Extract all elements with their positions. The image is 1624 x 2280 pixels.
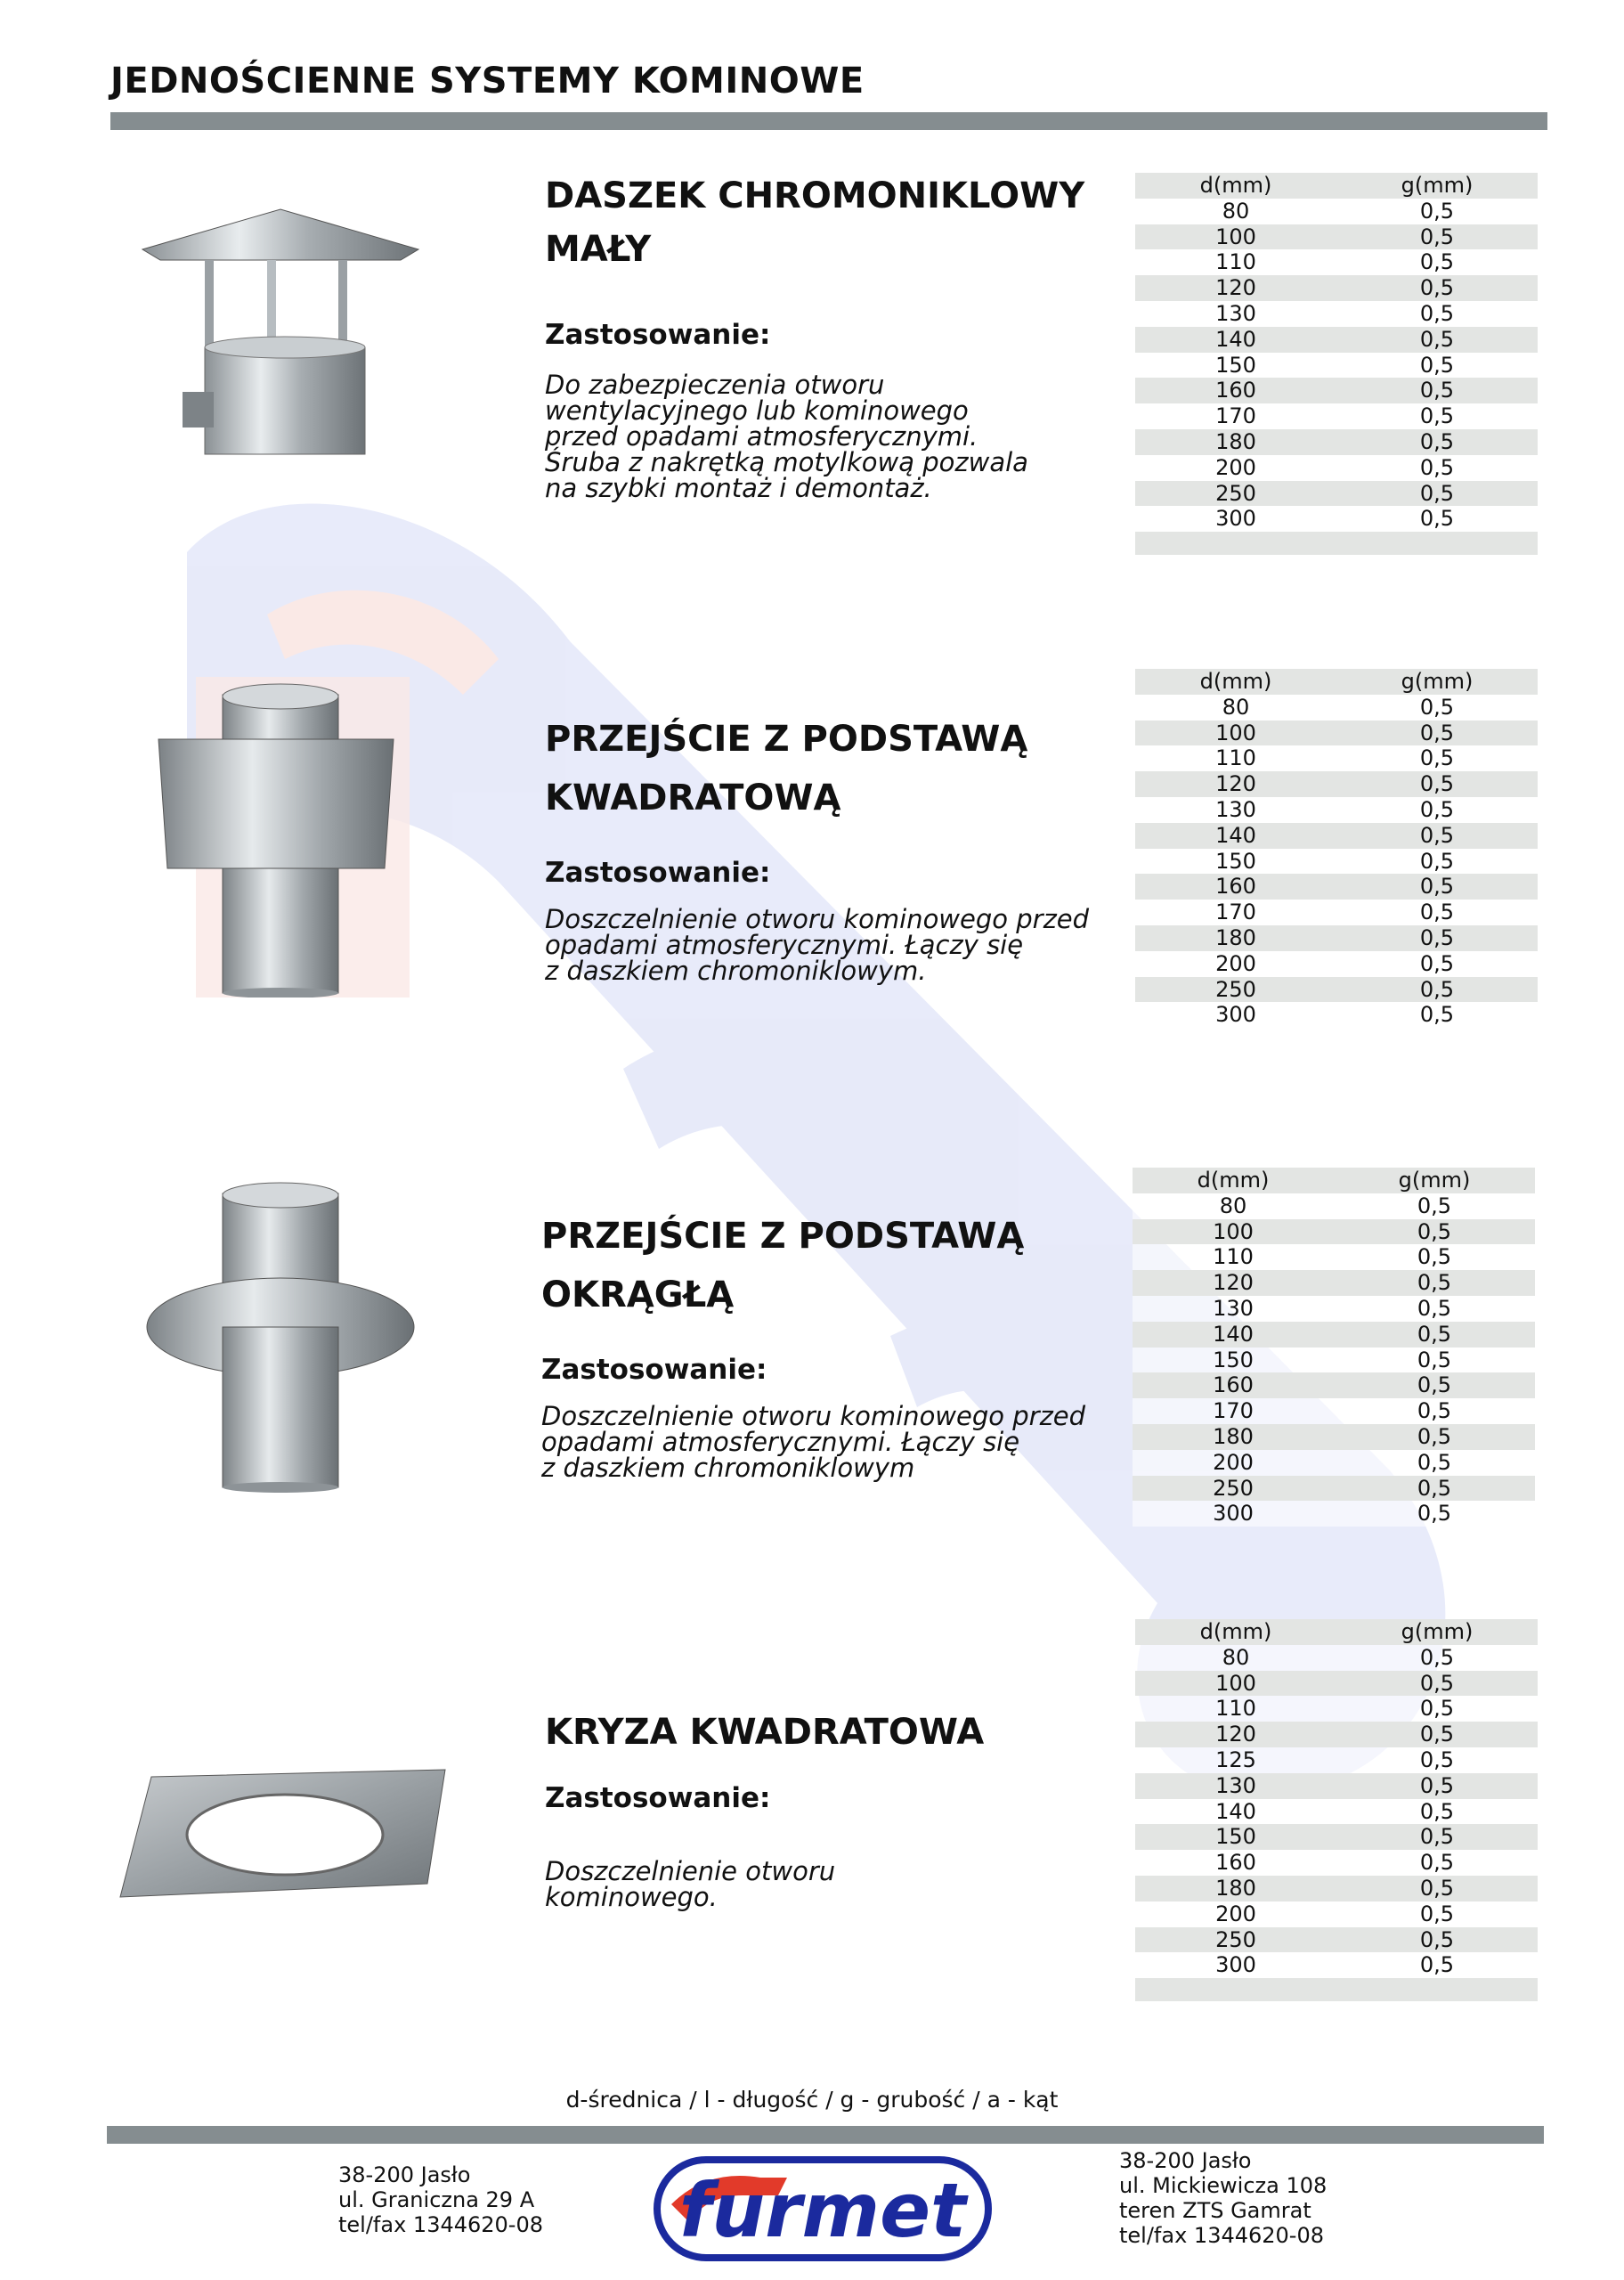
thickness-cell: 0,5 (1419, 198, 1455, 224)
diameter-cell: 250 (1215, 480, 1256, 506)
table-row (1135, 481, 1538, 507)
diameter-cell: 300 (1215, 506, 1256, 532)
diameter-cell: 140 (1215, 326, 1256, 352)
table-padding-row (1135, 1978, 1538, 2001)
usage-line: Doszczelnienie otworu kominowego przed (545, 904, 1090, 934)
thickness-cell: 0,5 (1419, 1824, 1455, 1850)
table-row (1135, 1876, 1538, 1901)
thickness-cell: 0,5 (1419, 1670, 1455, 1696)
diameter-cell: 130 (1215, 1772, 1256, 1798)
diameter-cell: 120 (1215, 771, 1256, 797)
footer-address-right (1119, 2148, 1327, 2248)
spec-table (1133, 1168, 1535, 1527)
diameter-cell: 170 (1213, 1398, 1254, 1424)
thickness-cell: 0,5 (1419, 745, 1455, 771)
thickness-cell: 0,5 (1419, 224, 1455, 249)
table-row (1135, 249, 1538, 275)
thickness-cell: 0,5 (1419, 1850, 1455, 1876)
table-row (1135, 849, 1538, 875)
legend: d-średnica / l - długość / g - grubość / a - kąt (565, 2087, 1059, 2113)
address-line: 38-200 Jasło (1119, 2148, 1252, 2173)
thickness-cell: 0,5 (1419, 771, 1455, 797)
diameter-cell: 120 (1213, 1270, 1254, 1296)
diameter-cell: 110 (1215, 249, 1256, 275)
thickness-cell: 0,5 (1419, 1696, 1455, 1722)
header-divider (110, 112, 1547, 130)
thickness-cell: 0,5 (1417, 1193, 1452, 1218)
table-row (1133, 1244, 1535, 1270)
table-row (1135, 1901, 1538, 1927)
table-row (1135, 977, 1538, 1003)
thickness-cell: g(mm) (1401, 1619, 1474, 1644)
diameter-cell: 130 (1215, 796, 1256, 822)
thickness-cell: 0,5 (1419, 506, 1455, 532)
thickness-cell: 0,5 (1419, 1798, 1455, 1824)
thickness-cell: 0,5 (1419, 796, 1455, 822)
thickness-cell: 0,5 (1419, 454, 1455, 480)
thickness-cell: 0,5 (1417, 1423, 1452, 1449)
thickness-cell: 0,5 (1419, 378, 1455, 403)
diameter-cell: 100 (1215, 224, 1256, 249)
table-row (1133, 1450, 1535, 1476)
table-row (1133, 1424, 1535, 1450)
thickness-cell: 0,5 (1419, 300, 1455, 326)
table-row (1135, 1747, 1538, 1773)
diameter-cell: 160 (1215, 378, 1256, 403)
thickness-cell: 0,5 (1417, 1270, 1452, 1296)
product-cowl-info (545, 169, 1084, 501)
usage-line: Śruba z nakrętką motylkową pozwala (545, 447, 1028, 477)
table-header-row (1135, 669, 1538, 695)
table-row (1133, 1219, 1535, 1245)
diameter-cell: 110 (1213, 1244, 1254, 1270)
table-row (1135, 275, 1538, 301)
diameter-cell: 160 (1215, 1850, 1256, 1876)
diameter-cell: 110 (1215, 745, 1256, 771)
diameter-cell: 150 (1215, 352, 1256, 378)
address-line: 38-200 Jasło (338, 2162, 471, 2187)
usage-label: Zastosowanie: (545, 319, 771, 351)
thickness-cell: 0,5 (1419, 694, 1455, 720)
thickness-cell: 0,5 (1417, 1449, 1452, 1475)
table-row (1135, 1773, 1538, 1799)
table-row (1133, 1476, 1535, 1502)
table-row (1133, 1322, 1535, 1348)
table-row (1133, 1296, 1535, 1322)
diameter-cell: 140 (1215, 822, 1256, 848)
thickness-cell: 0,5 (1419, 1722, 1455, 1747)
table-header-row (1135, 173, 1538, 199)
page-title: JEDNOŚCIENNE SYSTEMY KOMINOWE (110, 61, 865, 102)
table-row (1135, 1850, 1538, 1876)
diameter-cell: 250 (1215, 1926, 1256, 1952)
product-title: MAŁY (545, 229, 652, 270)
usage-text (545, 904, 1090, 986)
table-padding-row (1135, 532, 1538, 555)
address-line: ul. Mickiewicza 108 (1119, 2173, 1328, 2198)
diameter-cell: 125 (1215, 1747, 1256, 1772)
company-logo (654, 2151, 992, 2267)
diameter-cell: 250 (1213, 1475, 1254, 1501)
diameter-cell: d(mm) (1199, 669, 1272, 694)
table-row (1135, 224, 1538, 250)
table-row (1135, 353, 1538, 379)
table-row (1133, 1348, 1535, 1373)
thickness-cell: 0,5 (1419, 1901, 1455, 1926)
diameter-cell: 80 (1222, 198, 1250, 224)
diameter-cell: 80 (1222, 1644, 1250, 1670)
diameter-cell: 180 (1215, 924, 1256, 950)
spec-table (1135, 173, 1538, 555)
diameter-cell: 300 (1215, 1952, 1256, 1978)
diameter-cell: 180 (1215, 1875, 1256, 1901)
thickness-cell: 0,5 (1419, 1002, 1455, 1028)
table-header-row (1133, 1168, 1535, 1193)
thickness-cell: 0,5 (1417, 1372, 1452, 1398)
thickness-cell: 0,5 (1419, 1644, 1455, 1670)
table-row (1135, 951, 1538, 977)
table-row (1135, 455, 1538, 481)
product-title: KWADRATOWĄ (545, 778, 841, 818)
thickness-cell: 0,5 (1417, 1321, 1452, 1347)
thickness-cell: 0,5 (1417, 1218, 1452, 1244)
diameter-cell: 250 (1215, 976, 1256, 1002)
table-row (1135, 797, 1538, 823)
table-row (1135, 1722, 1538, 1747)
diameter-cell: 80 (1219, 1193, 1247, 1218)
table-row (1135, 1799, 1538, 1825)
usage-line: opadami atmosferycznymi. Łączy się (545, 930, 1024, 960)
thickness-cell: 0,5 (1419, 924, 1455, 950)
diameter-cell: 160 (1215, 874, 1256, 900)
spec-table (1135, 1619, 1538, 2001)
product-title: KRYZA KWADRATOWA (545, 1712, 985, 1753)
table-row (1135, 721, 1538, 746)
thickness-cell: 0,5 (1419, 822, 1455, 848)
footer-divider (107, 2126, 1544, 2144)
usage-line: Do zabezpieczenia otworu (545, 370, 885, 400)
thickness-cell: 0,5 (1419, 874, 1455, 900)
table-row (1135, 1645, 1538, 1671)
diameter-cell: d(mm) (1199, 1619, 1272, 1644)
thickness-cell: g(mm) (1401, 669, 1474, 694)
table-row (1135, 900, 1538, 925)
thickness-cell: 0,5 (1419, 249, 1455, 275)
diameter-cell: 200 (1213, 1449, 1254, 1475)
table-row (1133, 1270, 1535, 1296)
thickness-cell: 0,5 (1419, 1952, 1455, 1978)
table-row (1135, 745, 1538, 771)
table-row (1133, 1193, 1535, 1219)
round-base-adapter-image (142, 1176, 418, 1496)
diameter-cell: 150 (1215, 848, 1256, 874)
diameter-cell: d(mm) (1199, 173, 1272, 198)
table-row (1133, 1398, 1535, 1424)
thickness-cell: g(mm) (1398, 1168, 1471, 1193)
thickness-cell: 0,5 (1419, 848, 1455, 874)
diameter-cell: 180 (1215, 428, 1256, 454)
usage-line: opadami atmosferycznymi. Łączy się (541, 1427, 1020, 1457)
table-row (1135, 771, 1538, 797)
diameter-cell: 180 (1213, 1423, 1254, 1449)
table-row (1135, 327, 1538, 353)
thickness-cell: 0,5 (1419, 326, 1455, 352)
address-line: teren ZTS Gamrat (1119, 2198, 1311, 2223)
table-row (1133, 1372, 1535, 1398)
table-row (1135, 874, 1538, 900)
product-title: DASZEK CHROMONIKLOWY (545, 175, 1085, 216)
table-row (1135, 403, 1538, 429)
diameter-cell: 130 (1213, 1295, 1254, 1321)
diameter-cell: 200 (1215, 1901, 1256, 1926)
diameter-cell: 100 (1215, 720, 1256, 745)
table-row (1135, 1002, 1538, 1028)
address-line: tel/fax 1344620-08 (338, 2212, 544, 2237)
usage-label: Zastosowanie: (541, 1354, 767, 1386)
thickness-cell: 0,5 (1419, 275, 1455, 301)
table-row (1135, 378, 1538, 403)
product-title: OKRĄGŁĄ (541, 1274, 735, 1315)
diameter-cell: 200 (1215, 454, 1256, 480)
thickness-cell: 0,5 (1417, 1295, 1452, 1321)
diameter-cell: 300 (1213, 1501, 1254, 1527)
diameter-cell: 160 (1213, 1372, 1254, 1398)
table-row (1135, 1824, 1538, 1850)
usage-line: przed opadami atmosferycznymi. (545, 421, 978, 452)
table-row (1135, 1927, 1538, 1953)
spec-table (1135, 669, 1538, 1028)
thickness-cell: 0,5 (1419, 403, 1455, 429)
diameter-cell: d(mm) (1197, 1168, 1270, 1193)
footer-address-left (338, 2162, 543, 2237)
usage-line: Doszczelnienie otworu kominowego przed (541, 1401, 1086, 1431)
address-line: tel/fax 1344620-08 (1119, 2223, 1325, 2248)
diameter-cell: 200 (1215, 950, 1256, 976)
diameter-cell: 140 (1213, 1321, 1254, 1347)
usage-label: Zastosowanie: (545, 857, 771, 889)
thickness-cell: 0,5 (1417, 1347, 1452, 1372)
diameter-cell: 170 (1215, 403, 1256, 429)
thickness-cell: 0,5 (1419, 950, 1455, 976)
product-title: PRZEJŚCIE Z PODSTAWĄ (545, 719, 1028, 760)
table-row (1133, 1501, 1535, 1527)
table-row (1135, 199, 1538, 224)
usage-text (541, 1401, 1086, 1483)
usage-line: na szybki montaż i demontaż. (545, 473, 932, 503)
product-square-base-info (545, 712, 1089, 984)
thickness-cell: 0,5 (1419, 480, 1455, 506)
thickness-cell: 0,5 (1417, 1501, 1452, 1527)
usage-line: wentylacyjnego lub kominowego (545, 395, 969, 426)
table-header-row (1135, 1619, 1538, 1645)
usage-text (545, 372, 1084, 501)
diameter-cell: 110 (1215, 1696, 1256, 1722)
table-row (1135, 823, 1538, 849)
product-title: PRZEJŚCIE Z PODSTAWĄ (541, 1216, 1025, 1257)
usage-line: kominowego. (545, 1882, 718, 1912)
usage-label: Zastosowanie: (545, 1782, 771, 1814)
table-row (1135, 1952, 1538, 1978)
thickness-cell: 0,5 (1419, 428, 1455, 454)
thickness-cell: 0,5 (1417, 1398, 1452, 1424)
square-flashing-image (116, 1768, 454, 1901)
thickness-cell: 0,5 (1419, 1875, 1455, 1901)
thickness-cell: 0,5 (1417, 1475, 1452, 1501)
chimney-cowl-image (134, 205, 427, 472)
diameter-cell: 120 (1215, 1722, 1256, 1747)
table-row (1135, 695, 1538, 721)
product-flashing-info (545, 1706, 984, 1910)
diameter-cell: 120 (1215, 275, 1256, 301)
address-line: ul. Graniczna 29 A (338, 2187, 535, 2212)
table-row (1135, 925, 1538, 951)
logo-text: furmet (678, 2167, 967, 2254)
thickness-cell: 0,5 (1419, 1772, 1455, 1798)
table-row (1135, 1696, 1538, 1722)
diameter-cell: 130 (1215, 300, 1256, 326)
thickness-cell: 0,5 (1419, 720, 1455, 745)
diameter-cell: 140 (1215, 1798, 1256, 1824)
thickness-cell: g(mm) (1401, 173, 1474, 198)
diameter-cell: 100 (1215, 1670, 1256, 1696)
product-round-base-info (541, 1209, 1085, 1481)
thickness-cell: 0,5 (1419, 1926, 1455, 1952)
table-row (1135, 301, 1538, 327)
thickness-cell: 0,5 (1419, 1747, 1455, 1772)
thickness-cell: 0,5 (1419, 976, 1455, 1002)
thickness-cell: 0,5 (1419, 900, 1455, 925)
table-row (1135, 1671, 1538, 1697)
usage-text (545, 1856, 984, 1912)
diameter-cell: 150 (1213, 1347, 1254, 1372)
diameter-cell: 170 (1215, 900, 1256, 925)
square-base-adapter-image (151, 677, 401, 998)
diameter-cell: 80 (1222, 694, 1250, 720)
usage-line: z daszkiem chromoniklowym. (545, 956, 927, 986)
diameter-cell: 300 (1215, 1002, 1256, 1028)
table-row (1135, 506, 1538, 532)
diameter-cell: 100 (1213, 1218, 1254, 1244)
usage-line: z daszkiem chromoniklowym (541, 1453, 915, 1483)
thickness-cell: 0,5 (1417, 1244, 1452, 1270)
usage-line: Doszczelnienie otworu (545, 1856, 836, 1886)
table-row (1135, 429, 1538, 455)
thickness-cell: 0,5 (1419, 352, 1455, 378)
diameter-cell: 150 (1215, 1824, 1256, 1850)
